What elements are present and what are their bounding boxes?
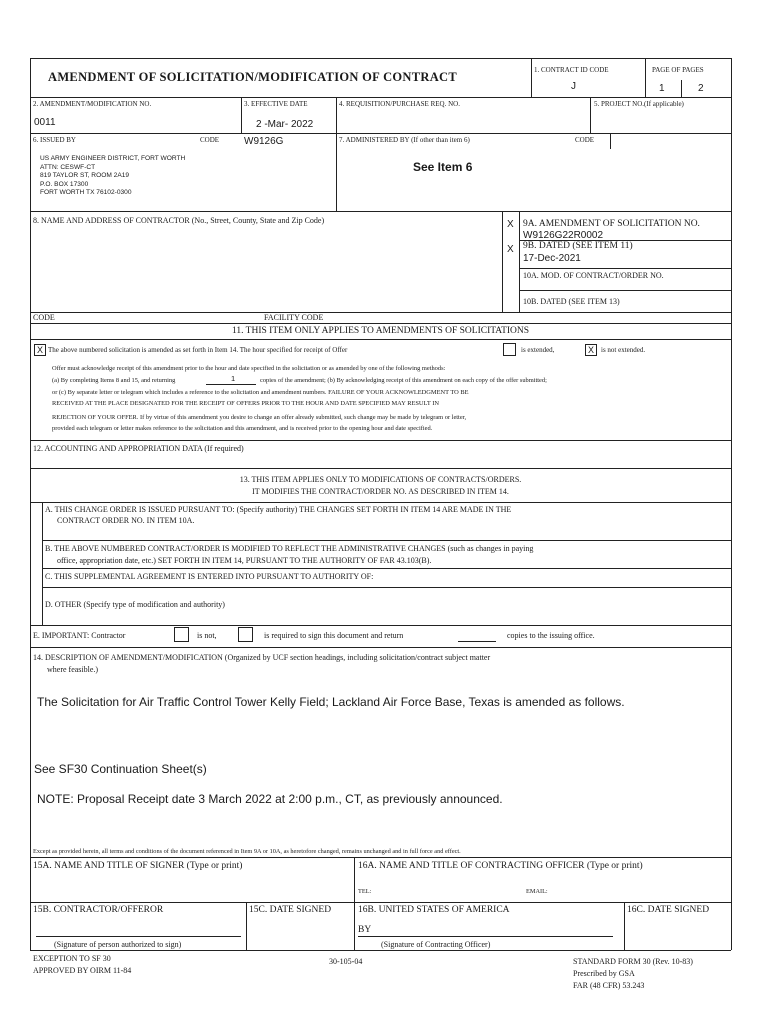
rule <box>30 58 731 59</box>
description-line-1: The Solicitation for Air Traffic Control Tower Kelly Field; Lackland Air Force Base, Texas is amended as follows. <box>37 695 625 709</box>
footer-form-code: 30-105-04 <box>329 957 363 966</box>
contractor-signature-line[interactable] <box>36 936 241 937</box>
rule <box>241 97 242 133</box>
issuer-address-line: P.O. BOX 17300 <box>40 180 89 188</box>
rule <box>30 502 731 503</box>
dated-10b-label: 10B. DATED (SEE ITEM 13) <box>523 297 620 306</box>
rule <box>30 857 731 858</box>
rule <box>30 950 731 951</box>
amendment-solicitation-no-label: 9A. AMENDMENT OF SOLICITATION NO. <box>523 219 700 229</box>
mark-9b[interactable]: X <box>507 244 514 255</box>
rule <box>624 902 625 950</box>
rule <box>336 97 337 211</box>
description-line-2: See SF30 Continuation Sheet(s) <box>34 762 207 776</box>
description-label: 14. DESCRIPTION OF AMENDMENT/MODIFICATION (Organized by UCF section headings, including solicitation/contract subject matter <box>33 653 491 662</box>
item-13a-text: A. THIS CHANGE ORDER IS ISSUED PURSUANT TO: (Specify authority) THE CHANGES SET FORTH IN ITEM 14 ARE MADE IN THE <box>45 505 512 514</box>
contractor-code-label: CODE <box>33 313 55 322</box>
ack-line: (a) By completing Items 8 and 15, and returning <box>52 377 176 384</box>
accounting-data-label: 12. ACCOUNTING AND APPROPRIATION DATA (If required) <box>33 444 244 453</box>
rule <box>30 323 731 324</box>
rule <box>354 857 355 950</box>
amendment-solicitation-no-value[interactable]: W9126G22R0002 <box>523 230 604 241</box>
rule <box>502 211 503 312</box>
footer-exception: EXCEPTION TO SF 30 <box>33 954 111 963</box>
footer-standard-form: STANDARD FORM 30 (Rev. 10-83) <box>573 957 693 966</box>
contractor-offeror-label: 15B. CONTRACTOR/OFFEROR <box>33 905 164 915</box>
dated-9b-label: 9B. DATED (SEE ITEM 11) <box>523 241 633 251</box>
administered-by-label: 7. ADMINISTERED BY (If other than item 6) <box>339 136 470 144</box>
copies-blank-underline <box>458 641 496 642</box>
issuer-address-line: US ARMY ENGINEER DISTRICT, FORT WORTH <box>40 155 186 162</box>
footer-prescribed: Prescribed by GSA <box>573 969 635 978</box>
ack-line: Offer must acknowledge receipt of this amendment prior to the hour and date specified in the solicitation or as amended by one of the following methods: <box>52 365 446 372</box>
description-label-2: where feasible.) <box>47 665 99 674</box>
form-border-right <box>731 58 732 950</box>
requisition-label: 4. REQUISITION/PURCHASE REQ. NO. <box>339 100 460 108</box>
copies-returned-value[interactable]: 1 <box>231 374 236 383</box>
administered-code-label: CODE <box>575 136 595 144</box>
issuer-address-line: FORT WORTH TX 76102-0300 <box>40 189 132 197</box>
item-13b-text-2: office, appropriation date, etc.) SET FORTH IN ITEM 14, PURSUANT TO THE AUTHORITY OF FAR 43.103(B). <box>57 556 432 565</box>
date-signed-16c-label: 16C. DATE SIGNED <box>627 905 710 915</box>
page-of-pages-label: PAGE OF PAGES <box>652 66 704 74</box>
page-number: 1 <box>659 83 665 94</box>
form-title: AMENDMENT OF SOLICITATION/MODIFICATION OF CONTRACT <box>48 70 458 84</box>
rule <box>42 540 731 541</box>
amendment-no-label: 2. AMENDMENT/MODIFICATION NO. <box>33 100 152 108</box>
rule <box>42 502 43 625</box>
mod-contract-label: 10A. MOD. OF CONTRACT/ORDER NO. <box>523 271 664 280</box>
extended-checkbox[interactable] <box>503 343 516 356</box>
is-required-checkbox[interactable] <box>238 627 253 642</box>
page-count: 2 <box>698 83 704 94</box>
email-label: EMAIL: <box>526 888 548 895</box>
signature-person-caption: (Signature of person authorized to sign) <box>54 940 182 949</box>
contractor-address-label: 8. NAME AND ADDRESS OF CONTRACTOR (No., Street, County, State and Zip Code) <box>33 216 325 225</box>
rule <box>590 97 591 133</box>
item-11-heading: 11. THIS ITEM ONLY APPLIES TO AMENDMENTS OF SOLICITATIONS <box>231 326 530 336</box>
important-label: E. IMPORTANT: Contractor <box>33 631 126 640</box>
project-no-label: 5. PROJECT NO.(If applicable) <box>594 100 684 108</box>
contract-id-label: 1. CONTRACT ID CODE <box>534 66 609 74</box>
is-not-checkbox[interactable] <box>174 627 189 642</box>
tel-label: TEL: <box>358 888 372 895</box>
description-line-3: NOTE: Proposal Receipt date 3 March 2022 at 2:00 p.m., CT, as previously announced. <box>37 792 503 806</box>
contract-id-value[interactable]: J <box>571 81 576 92</box>
rule <box>42 587 731 588</box>
rule <box>30 312 731 313</box>
item-13d-text: D. OTHER (Specify type of modification and authority) <box>45 600 225 609</box>
item-13a-text-2: CONTRACT ORDER NO. IN ITEM 10A. <box>57 516 195 525</box>
amended-text: The above numbered solicitation is amended as set forth in Item 14. The hour specified for receipt of Offer <box>48 346 348 354</box>
rule <box>30 902 731 903</box>
issued-by-code-value[interactable]: W9126G <box>244 136 284 147</box>
is-required-text: is required to sign this document and return <box>264 631 404 640</box>
ack-line: provided each telegram or letter makes reference to the solicitation and this amendment, and is received prior to the opening hour and date specified. <box>52 425 433 432</box>
see-item-6: See Item 6 <box>413 160 473 174</box>
rule <box>30 468 731 469</box>
rule <box>30 625 731 626</box>
item-13-heading: 13. THIS ITEM APPLIES ONLY TO MODIFICATIONS OF CONTRACTS/ORDERS. <box>239 475 522 484</box>
effective-date-label: 3. EFFECTIVE DATE <box>244 100 308 108</box>
signature-officer-caption: (Signature of Contracting Officer) <box>381 940 491 949</box>
dated-9b-value[interactable]: 17-Dec-2021 <box>523 253 581 264</box>
footer-far: FAR (48 CFR) 53.243 <box>573 981 645 990</box>
copies-underline <box>206 384 256 385</box>
rule <box>42 568 731 569</box>
extended-text: is extended, <box>521 346 555 354</box>
rule <box>246 902 247 950</box>
not-extended-checkbox[interactable]: X <box>585 344 597 356</box>
is-not-text: is not, <box>197 631 217 640</box>
signer-name-label: 15A. NAME AND TITLE OF SIGNER (Type or print) <box>33 861 243 871</box>
mark-9a[interactable]: X <box>507 219 514 230</box>
rule <box>519 268 731 269</box>
by-label: BY <box>358 925 372 935</box>
date-signed-15c-label: 15C. DATE SIGNED <box>249 905 332 915</box>
item-13c-text: C. THIS SUPPLEMENTAL AGREEMENT IS ENTERED INTO PURSUANT TO AUTHORITY OF: <box>45 572 374 581</box>
usa-label: 16B. UNITED STATES OF AMERICA <box>358 905 510 915</box>
issuer-address <box>40 155 185 198</box>
officer-signature-line[interactable] <box>358 936 613 937</box>
not-extended-text: is not extended. <box>601 346 646 354</box>
terms-unchanged-text: Except as provided herein, all terms and conditions of the document referenced in Item 9A or 10A, as heretofore changed, remains unchanged and in full force and effect. <box>33 848 461 855</box>
rule <box>519 290 731 291</box>
ack-line: RECEIVED AT THE PLACE DESIGNATED FOR THE RECEIPT OF OFFERS PRIOR TO THE HOUR AND DATE SPECIFIED MAY RESULT IN <box>52 400 439 407</box>
rule <box>681 80 682 97</box>
rule <box>30 647 731 648</box>
rule <box>30 440 731 441</box>
footer-approved: APPROVED BY OIRM 11-84 <box>33 966 132 975</box>
issued-by-label: 6. ISSUED BY <box>33 136 76 144</box>
copies-to-office-text: copies to the issuing office. <box>507 631 595 640</box>
rule <box>645 58 646 97</box>
amended-checkbox[interactable]: X <box>34 344 46 356</box>
item-13b-text: B. THE ABOVE NUMBERED CONTRACT/ORDER IS MODIFIED TO REFLECT THE ADMINISTRATIVE CHANGES (such as changes in paying <box>45 544 534 553</box>
contracting-officer-label: 16A. NAME AND TITLE OF CONTRACTING OFFICER (Type or print) <box>358 861 643 871</box>
rule <box>519 211 520 312</box>
effective-date-value[interactable]: 2 -Mar- 2022 <box>256 119 314 130</box>
rule <box>531 58 532 97</box>
issued-by-code-label: CODE <box>200 136 220 144</box>
issuer-address-line: 819 TAYLOR ST, ROOM 2A19 <box>40 172 130 180</box>
ack-line: or (c) By separate letter or telegram which includes a reference to the solicitation and amendment numbers. FAILURE OF YOUR ACKNOWLEDGMENT TO BE <box>52 389 469 396</box>
ack-line: copies of the amendment; (b) By acknowledging receipt of this amendment on each copy of the offer submitted; <box>260 377 547 384</box>
item-13-subheading: IT MODIFIES THE CONTRACT/ORDER NO. AS DESCRIBED IN ITEM 14. <box>252 487 509 496</box>
rule <box>30 133 731 134</box>
ack-line: REJECTION OF YOUR OFFER. If by virtue of this amendment you desire to change an offer already submitted, such change may be made by telegram or letter, <box>52 414 467 421</box>
issuer-address-line: ATTN: CESWF-CT <box>40 163 96 171</box>
amendment-no-value[interactable]: 0011 <box>34 117 56 128</box>
facility-code-label: FACILITY CODE <box>264 313 324 322</box>
form-border-left <box>30 58 31 950</box>
rule <box>30 339 731 340</box>
rule <box>30 97 731 98</box>
rule <box>30 211 731 212</box>
rule <box>610 133 611 149</box>
